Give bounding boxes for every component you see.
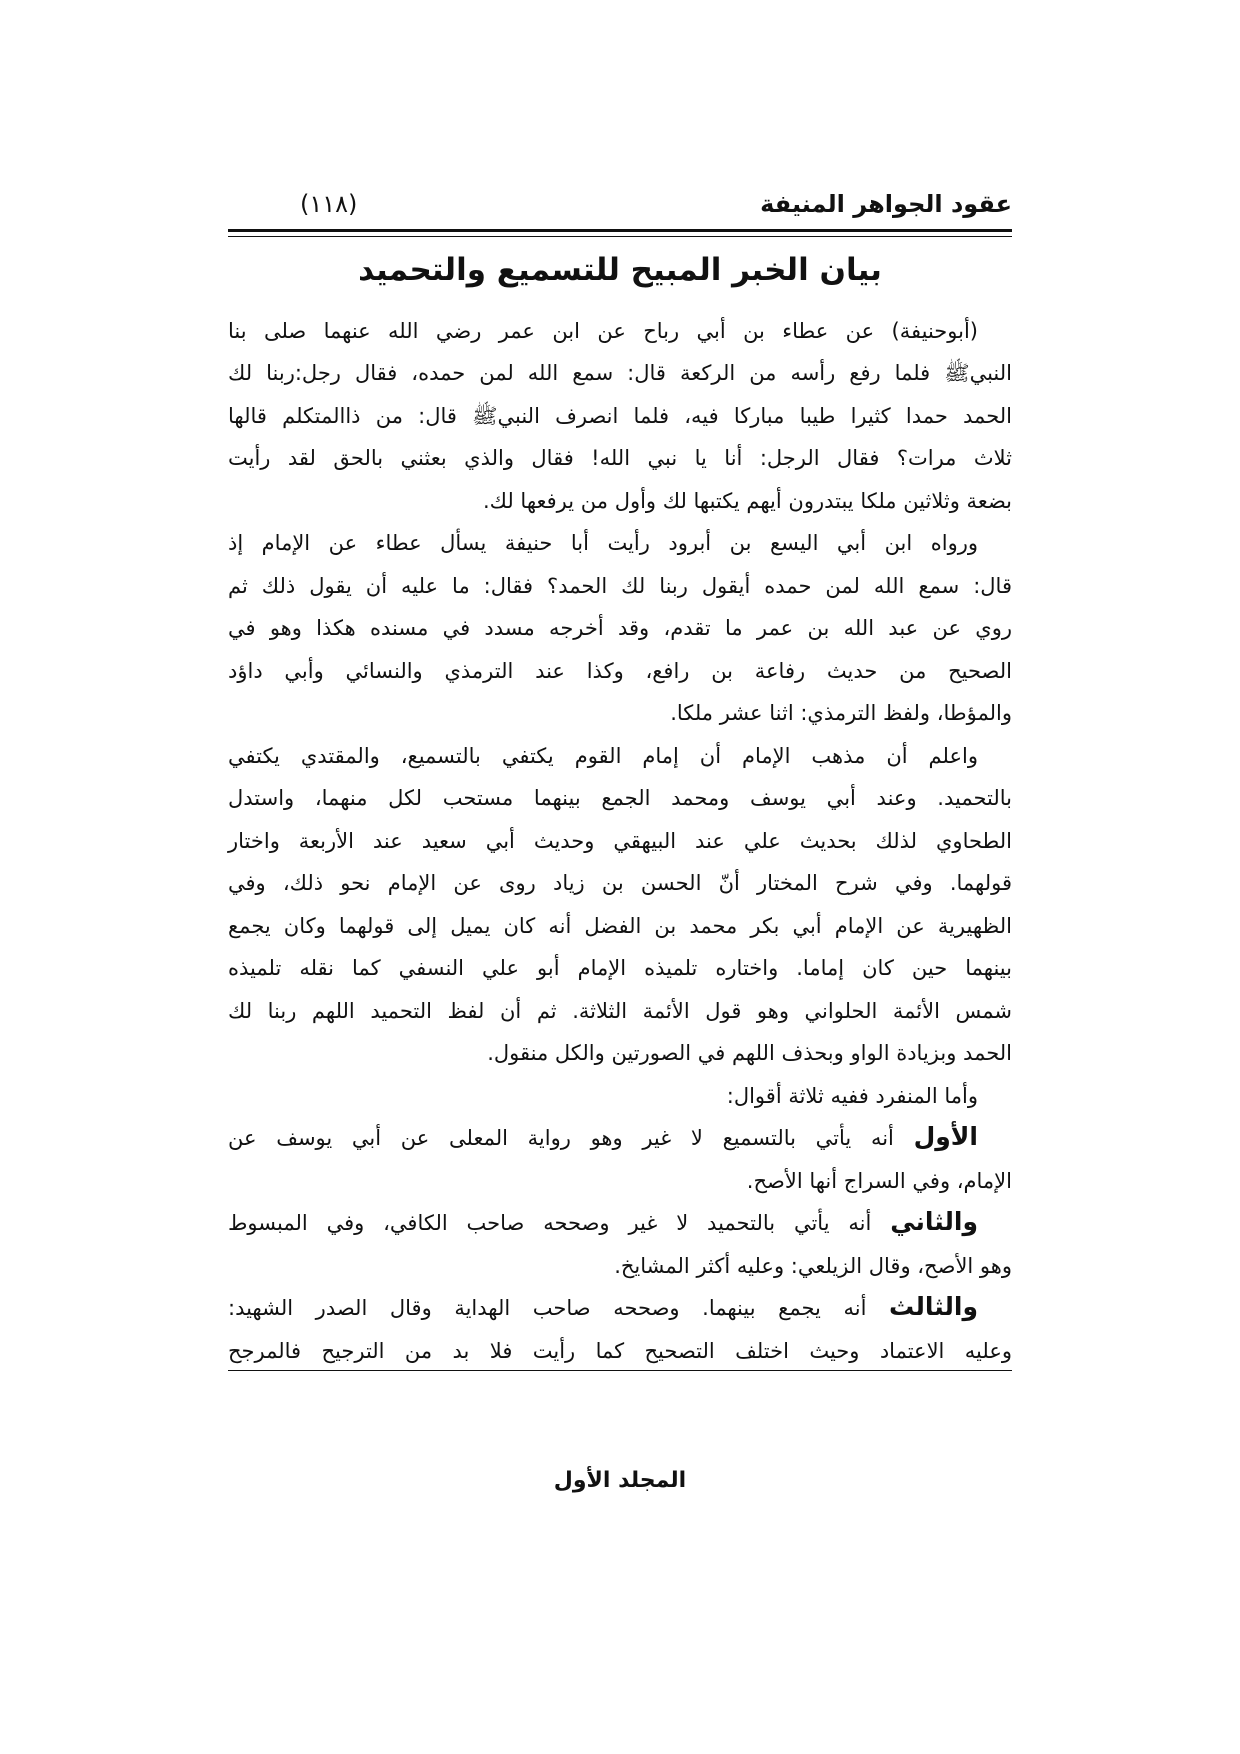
- text-line: واعلم أن مذهب الإمام أن إمام القوم يكتفي بالتسميع، والمقتدي يكتفي: [228, 744, 978, 768]
- text-line: (أبوحنيفة) عن عطاء بن أبي رباح عن ابن عمر رضي الله عنهما صلى بنا: [228, 319, 978, 343]
- text-line: النبيﷺ فلما رفع رأسه من الركعة قال: سمع الله لمن حمده، فقال رجل:ربنا لك: [228, 361, 1012, 385]
- text-line: الطحاوي لذلك بحديث علي عند البيهقي وحديث أبي سعيد عند الأربعة واختار: [228, 829, 1012, 853]
- text-line: ثلاث مرات؟ فقال الرجل: أنا يا نبي الله! فقال والذي بعثني بالحق لقد رأيت: [228, 446, 1012, 470]
- text-line: الحمد حمدا كثيرا طيبا مباركا فيه، فلما انصرف النبيﷺ قال: من ذاالمتكلم قالها: [228, 404, 1012, 428]
- text-line: بينهما حين كان إماما. واختاره تلميذه الإمام أبو علي النسفي كما نقله تلميذه: [228, 956, 1012, 980]
- opinion-label: الأول: [913, 1122, 978, 1151]
- text-line: الظهيرية عن الإمام أبي بكر محمد بن الفضل أنه كان يميل إلى قولهما وكان يجمع: [228, 914, 1012, 938]
- text-line: ورواه ابن أبي اليسع بن أبرود رأيت أبا حنيفة يسأل عطاء عن الإمام إذ: [228, 531, 978, 555]
- opinion-text: أنه يأتي بالتسميع لا غير وهو رواية المعلى عن أبي يوسف عن: [228, 1126, 914, 1150]
- text-line: وعليه الاعتماد وحيث اختلف التصحيح كما رأيت فلا بد من الترجيح فالمرجح: [228, 1336, 1012, 1371]
- text-line: قولهما. وفي شرح المختار أنّ الحسن بن زياد روى عن الإمام نحو ذلك، وفي: [228, 871, 1012, 895]
- text-line: الحمد وبزيادة الواو وبحذف اللهم في الصورتين والكل منقول.: [487, 1041, 1012, 1065]
- opinion-second: [228, 1207, 1012, 1238]
- book-title: عقود الجواهر المنيفة: [760, 190, 1012, 218]
- header-rule-thin: [228, 236, 1012, 237]
- text-line: روي عن عبد الله بن عمر ما تقدم، وقد أخرجه مسدد في مسنده هكذا وهو في: [228, 616, 1012, 640]
- opinion-label: والثاني: [890, 1207, 978, 1236]
- opinion-text: أنه يجمع بينهما. وصححه صاحب الهداية وقال الصدر الشهيد:: [228, 1296, 890, 1320]
- opinion-label: والثالث: [889, 1292, 978, 1321]
- text-line: والمؤطا، ولفظ الترمذي: اثنا عشر ملكا.: [670, 701, 1012, 725]
- text-line: بضعة وثلاثين ملكا يبتدرون أيهم يكتبها لك وأول من يرفعها لك.: [482, 489, 1012, 513]
- opinion-text: أنه يأتي بالتحميد لا غير وصححه صاحب الكافي، وفي المبسوط: [228, 1211, 891, 1235]
- text-line: الصحيح من حديث رفاعة بن رافع، وكذا عند الترمذي والنسائي وأبي داؤد: [228, 659, 1012, 683]
- text-line: بالتحميد. وعند أبي يوسف ومحمد الجمع بينهما مستحب لكل منهما، واستدل: [228, 786, 1012, 810]
- text-line: قال: سمع الله لمن حمده أيقول ربنا لك الحمد؟ فقال: ما عليه أن يقول ذلك ثم: [228, 574, 1012, 598]
- text-line: شمس الأئمة الحلواني وهو قول الأئمة الثلاثة. ثم أن لفظ التحميد اللهم ربنا لك: [228, 999, 1012, 1023]
- opinion-third: [228, 1292, 1012, 1323]
- page-number: (١١٨): [300, 190, 358, 218]
- opinion-first: [228, 1122, 1012, 1153]
- text-line: وأما المنفرد ففيه ثلاثة أقوال:: [726, 1084, 978, 1108]
- section-title: بيان الخبر المبيح للتسميع والتحميد: [358, 252, 882, 288]
- text-line: وهو الأصح، وقال الزيلعي: وعليه أكثر المشايخ.: [614, 1254, 1012, 1278]
- header-rule: [228, 229, 1012, 232]
- volume-footer: المجلد الأول: [553, 1468, 687, 1493]
- text-line: الإمام، وفي السراج أنها الأصح.: [746, 1169, 1012, 1193]
